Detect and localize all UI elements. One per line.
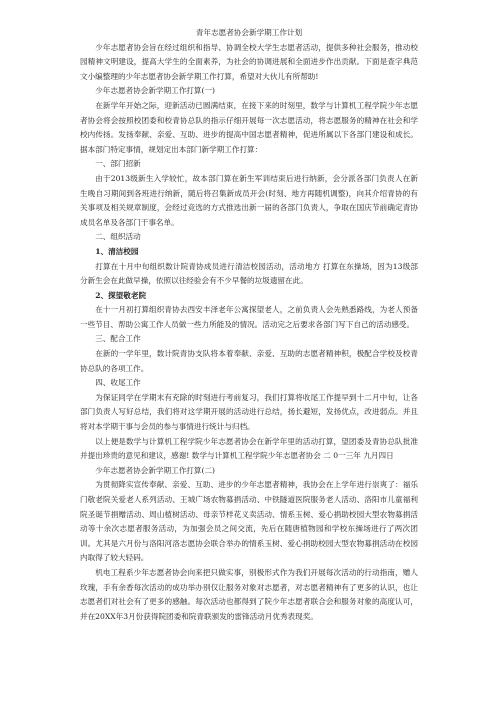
section-heading: 二、组织活动	[95, 232, 141, 242]
section-heading: 三、配合工作	[95, 334, 141, 344]
subheading: 2、探望敬老院	[95, 290, 147, 300]
body-paragraph: 为保证同学在学期末有充除的时刻进行考前复习，我们打算将收尾工作提早到十二月中旬，让各部门负责人写好总结，我们将对这学期开展的活动进行总结，扬长避短，发扬优点，改进弱点。并且将对本学期干事与会员的参与事情进行统计与归档。	[80, 392, 418, 432]
document-page	[80, 26, 418, 624]
body-paragraph: 打算在十月中旬组织数计院青协成员进行清洁校园活动，活动地方 打算在东操场，因为13级部分新生会在此做早操，依照以往经验会有不少早餐的垃圾遗留在此。	[80, 261, 418, 286]
section-heading: 少年志愿者协会新学期工作打算(二)	[95, 465, 216, 475]
document-title: 青年志愿者协会新学期工作计划	[195, 28, 303, 37]
body-paragraph: 为贯彻降实宣传奉献、亲爱、互助、进步的少年志愿者精神，我协会在上学年进行崇爽了：福乐门敬老院关爱老人系列活动、王城广场农物募捐活动、中铁隧道医院服务老人活动、洛阳市儿童福利院圣诞节捐赠活动、周山植树活动、母亲节样花义卖活动、情系玉树、爱心捐助校园大型农物募捐活动等十余次志愿者服务活动，为加强会员之间交流，先后在随唐植物园和学校东操场进行了两次团训。尤其是六月份与洛阳河洛志愿协会联合举办的情系玉树、爱心捐助校园大型农物募捐活动在校园内取得了较大轻码。	[80, 480, 418, 563]
section-heading: 一、部门招新	[95, 159, 141, 169]
body-paragraph: 少年志愿者协会旨在经过组织和指导、协调全校大学生志愿者活动，提供多种社会服务，推动校园精神文明建设，提高大学生的全面素养，为社会的协调进展和全面进步作出贡献。下面是查字典范文小编整理的少年志愿者协会新学期工作打算，希望对大伙儿有所帮助!	[80, 42, 418, 81]
section-heading: 少年志愿者协会新学期工作打算(一)	[95, 86, 216, 96]
body-paragraph: 由于2013级新生入学较忙，故本部门算在新生军训结束后进行纳新，会分派各部门负责人在新生晚自习期间到各班进行纳新，随后将召集新成员开会(时刻、地方再随机调整)，向其介绍青协的有关事项及相关规章制度，会经过竞选的方式推选出新一届的各部门负责人，争取在国庆节前确定青协成员名单及各部门干事名单。	[80, 173, 418, 227]
document-body	[80, 41, 418, 625]
subheading: 1、清洁校园	[95, 246, 139, 256]
body-paragraph: 在新的一学年里，数计院青协支队将本着奉献、亲爱、互助的志愿者精神积，极配合学校及校青协总队的各项工作。	[80, 349, 418, 373]
body-paragraph: 在新学年开始之际，迎新活动已圆满结束，在接下来的时刻里，数学与计算机工程学院少年志愿者协会将会按照校团委和校青协总队的指示仔细开展每一次志愿活动，将志愿服务的精神在社会和学校内传扬。发扬奉献、亲爱、互助、进步的提高中国志愿者精神，促进所属以下各部门建设和成长。据本部门特定事情，规划定出本部门新学期工作打算：	[80, 100, 418, 154]
body-paragraph: 在十一月初打算组织青协去西安丰泽老年公寓探望老人，之前负责人会先熟悉路线，为老人预备一些节目、帮助公寓工作人员做一些力所能及的情况。活动完之后要求各部门写下自己的活动感受。	[80, 305, 418, 329]
body-paragraph: 以上便是数学与计算机工程学院少年志愿者协会在新学年里的活动打算，望团委及青协总队批准并提出珍贵的意见和建议，感谢! 数学与计算机工程学院少年志愿者协会 二 0一三年 九月四日	[80, 436, 418, 461]
body-paragraph: 机电工程系少年志愿者协会向来把只做实事，别极形式作为我们开展每次活动的行动指南，赠人玫瑰，手有余香每次活动的成功举办别仅让服务对象对志愿者，对志愿者精神有了更多的认识，也让志愿者们对社会有了更多的感触。每次活动也都得到了院少年志愿者联合会和服务对象的高度认可，并在20XX年3月份获得院团委和院青联颁发的雷锋活动月优秀表现奖。	[80, 567, 418, 621]
section-heading: 四、收尾工作	[95, 378, 141, 388]
